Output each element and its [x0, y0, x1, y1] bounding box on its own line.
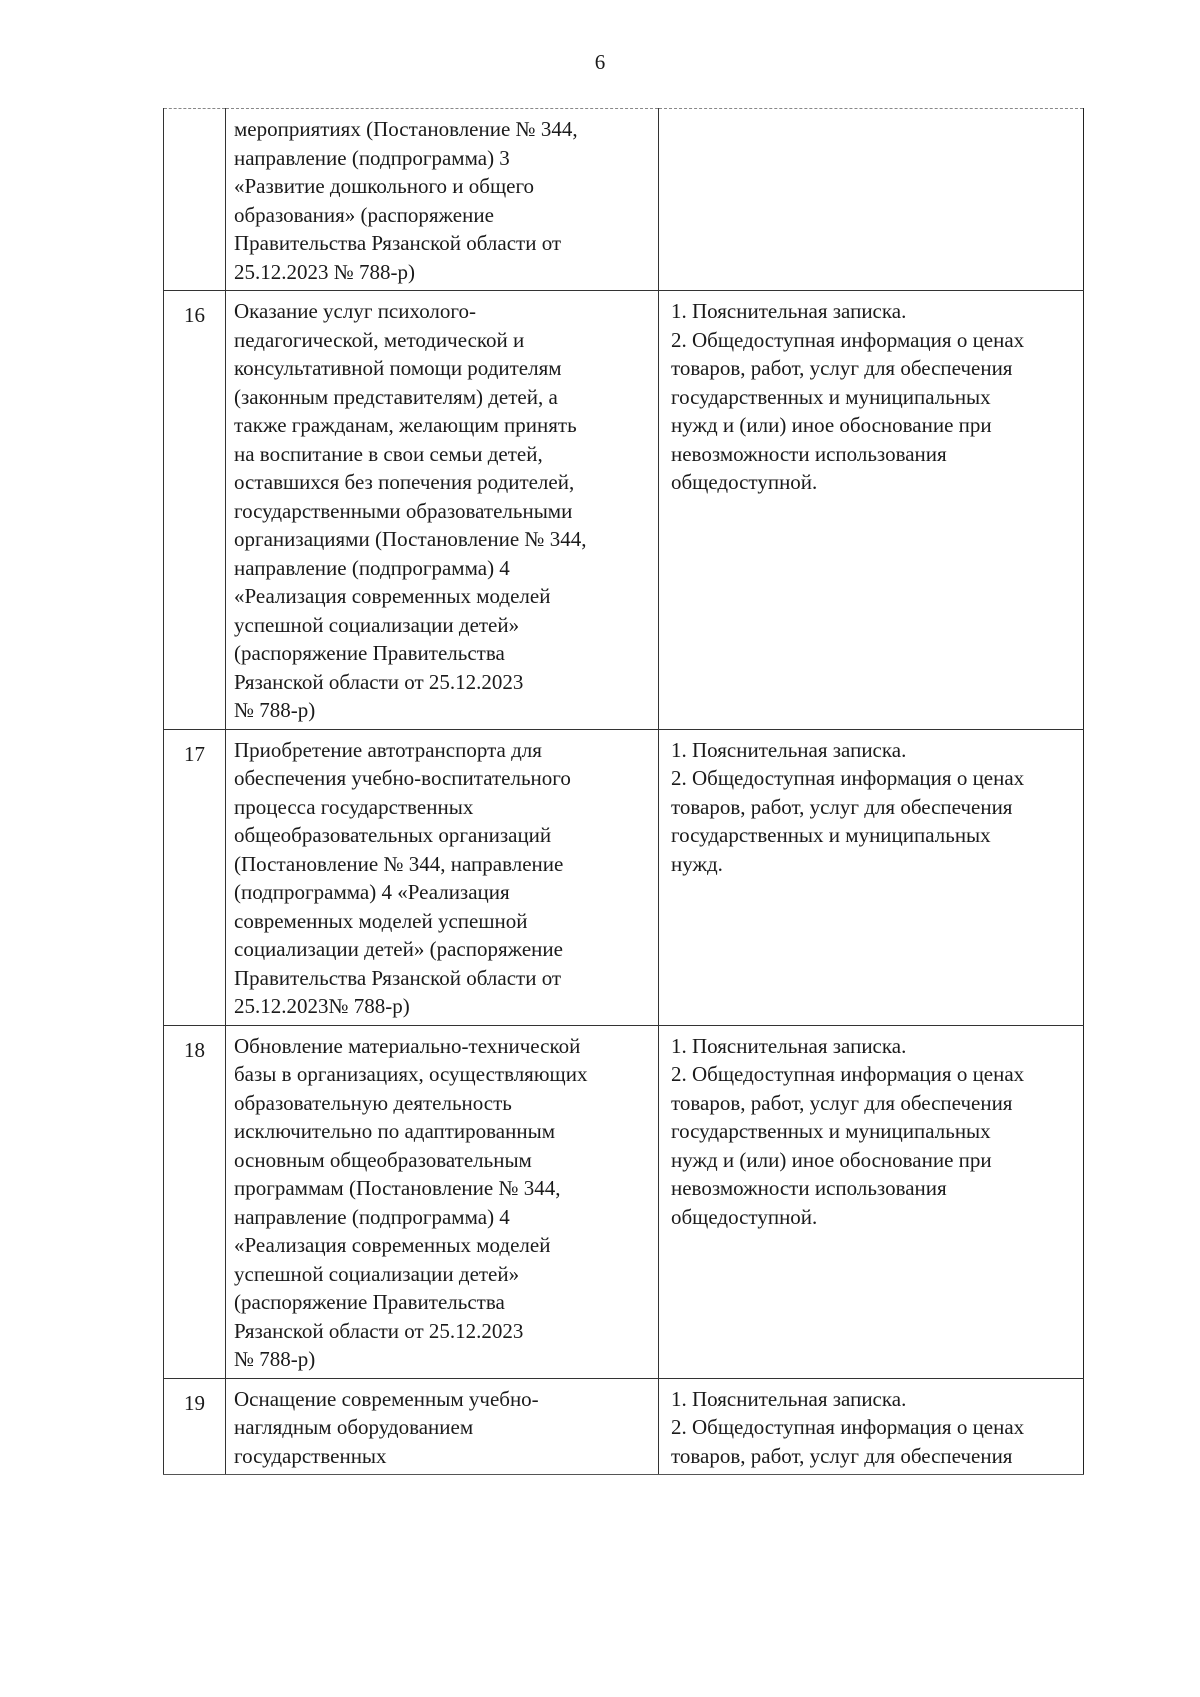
document-line: государственных и муниципальных: [671, 1119, 991, 1143]
document-line: нужд и (или) иное обоснование при: [671, 1147, 992, 1172]
activity-name-line: оставшихся без попечения родителей,: [234, 470, 575, 494]
document-line: 1. Пояснительная записка.: [671, 737, 907, 762]
page-number: 6: [594, 50, 606, 74]
activity-name-cell: [226, 291, 659, 730]
activity-name-line: «Реализация современных моделей: [234, 1233, 551, 1257]
table-row: [164, 1025, 1084, 1378]
documents-cell: [659, 109, 1084, 291]
document-line: невозможности использования: [671, 441, 947, 466]
document-line: 2. Общедоступная информация о ценах: [671, 1062, 1025, 1086]
document-line: товаров, работ, услуг для обеспечения: [671, 356, 1013, 380]
activity-name-line: (распоряжение Правительства: [234, 1290, 505, 1314]
row-number-cell: 17: [164, 729, 226, 1025]
activity-name-line: государственными образовательными: [234, 498, 573, 523]
activity-name-line: общеобразовательных организаций: [234, 823, 552, 847]
activity-name-line: «Реализация современных моделей: [234, 584, 551, 608]
document-line: 1. Пояснительная записка.: [671, 299, 907, 323]
activity-name-line: «Развитие дошкольного и общего: [234, 174, 535, 198]
document-line: 1. Пояснительная записка.: [671, 1033, 907, 1058]
documents-cell: [659, 291, 1084, 730]
activity-name-line: (Постановление № 344, направление: [234, 851, 564, 876]
activity-name-line: (распоряжение Правительства: [234, 641, 505, 665]
document-line: 2. Общедоступная информация о ценах: [671, 1415, 1025, 1439]
activity-name-line: консультативной помощи родителям: [234, 356, 562, 380]
document-line: государственных и муниципальных: [671, 823, 991, 847]
document-line: общедоступной.: [671, 470, 818, 494]
document-line: товаров, работ, услуг для обеспечения: [671, 1090, 1013, 1115]
activity-name-line: (подпрограмма) 4 «Реализация: [234, 880, 510, 904]
activity-name-line: успешной социализации детей»: [234, 612, 520, 637]
activity-name-line: 25.12.2023№ 788-р): [234, 994, 410, 1018]
document-line: государственных и муниципальных: [671, 384, 991, 409]
table-row: [164, 1378, 1084, 1475]
row-number-cell: [164, 109, 226, 291]
activity-name-line: мероприятиях (Постановление № 344,: [234, 117, 578, 141]
activity-name-line: наглядным оборудованием: [234, 1415, 474, 1439]
activity-name-line: Приобретение автотранспорта для: [234, 737, 542, 762]
document-line: товаров, работ, услуг для обеспечения: [671, 1443, 1013, 1468]
activity-name-line: Оснащение современным учебно-: [234, 1386, 539, 1411]
activity-name-line: базы в организациях, осуществляющих: [234, 1062, 588, 1086]
activity-name-line: Рязанской области от 25.12.2023: [234, 1318, 524, 1343]
activity-name-line: Правительства Рязанской области от: [234, 231, 562, 255]
documents-cell: [659, 1378, 1084, 1475]
document-line: 1. Пояснительная записка.: [671, 1386, 907, 1411]
activity-name-line: (законным представителям) детей, а: [234, 384, 558, 409]
activity-name-line: № 788-р): [234, 698, 316, 722]
activity-name-line: основным общеобразовательным: [234, 1147, 532, 1172]
activity-name-line: Оказание услуг психолого-: [234, 299, 476, 323]
document-line: невозможности использования: [671, 1176, 947, 1200]
document-line: нужд.: [671, 851, 723, 876]
activity-name-line: современных моделей успешной: [234, 908, 528, 933]
activity-name-line: социализации детей» (распоряжение: [234, 937, 563, 961]
activity-name-line: № 788-р): [234, 1347, 316, 1371]
document-line: 2. Общедоступная информация о ценах: [671, 327, 1025, 352]
table-row: [164, 291, 1084, 730]
row-number-cell: 16: [164, 291, 226, 730]
activity-name-cell: [226, 1025, 659, 1378]
activity-name-line: программам (Постановление № 344,: [234, 1176, 561, 1200]
activity-name-line: 25.12.2023 № 788-р): [234, 259, 416, 284]
activity-name-line: на воспитание в свои семьи детей,: [234, 441, 543, 466]
activity-name-line: обеспечения учебно-воспитательного: [234, 766, 571, 790]
activity-name-line: Рязанской области от 25.12.2023: [234, 669, 524, 694]
table-row: [164, 729, 1084, 1025]
document-line: 2. Общедоступная информация о ценах: [671, 766, 1025, 790]
activity-name-line: педагогической, методической и: [234, 327, 525, 352]
documents-cell: [659, 1025, 1084, 1378]
document-line: нужд и (или) иное обоснование при: [671, 413, 992, 437]
activity-name-line: также гражданам, желающим принять: [234, 413, 577, 437]
activity-name-line: успешной социализации детей»: [234, 1261, 520, 1286]
activity-name-line: процесса государственных: [234, 794, 474, 819]
activity-name-cell: [226, 1378, 659, 1475]
activity-name-line: Правительства Рязанской области от: [234, 965, 562, 990]
activity-name-line: исключительно по адаптированным: [234, 1119, 555, 1143]
row-number-cell: 18: [164, 1025, 226, 1378]
activity-name-line: образования» (распоряжение: [234, 202, 494, 227]
documents-cell: [659, 729, 1084, 1025]
table-body: [164, 109, 1084, 1475]
activity-name-line: направление (подпрограмма) 4: [234, 555, 510, 580]
document-line: общедоступной.: [671, 1204, 818, 1229]
activity-name-line: организациями (Постановление № 344,: [234, 527, 587, 551]
table-row: [164, 109, 1084, 291]
activity-name-cell: [226, 729, 659, 1025]
activity-name-line: государственных: [234, 1443, 387, 1468]
activity-name-line: образовательную деятельность: [234, 1090, 512, 1115]
document-table: [163, 108, 1084, 1475]
activity-name-line: направление (подпрограмма) 3: [234, 145, 510, 170]
activity-name-line: Обновление материально-технической: [234, 1033, 581, 1058]
activity-name-line: направление (подпрограмма) 4: [234, 1204, 510, 1229]
activity-name-cell: [226, 109, 659, 291]
document-line: товаров, работ, услуг для обеспечения: [671, 794, 1013, 819]
row-number-cell: 19: [164, 1378, 226, 1475]
